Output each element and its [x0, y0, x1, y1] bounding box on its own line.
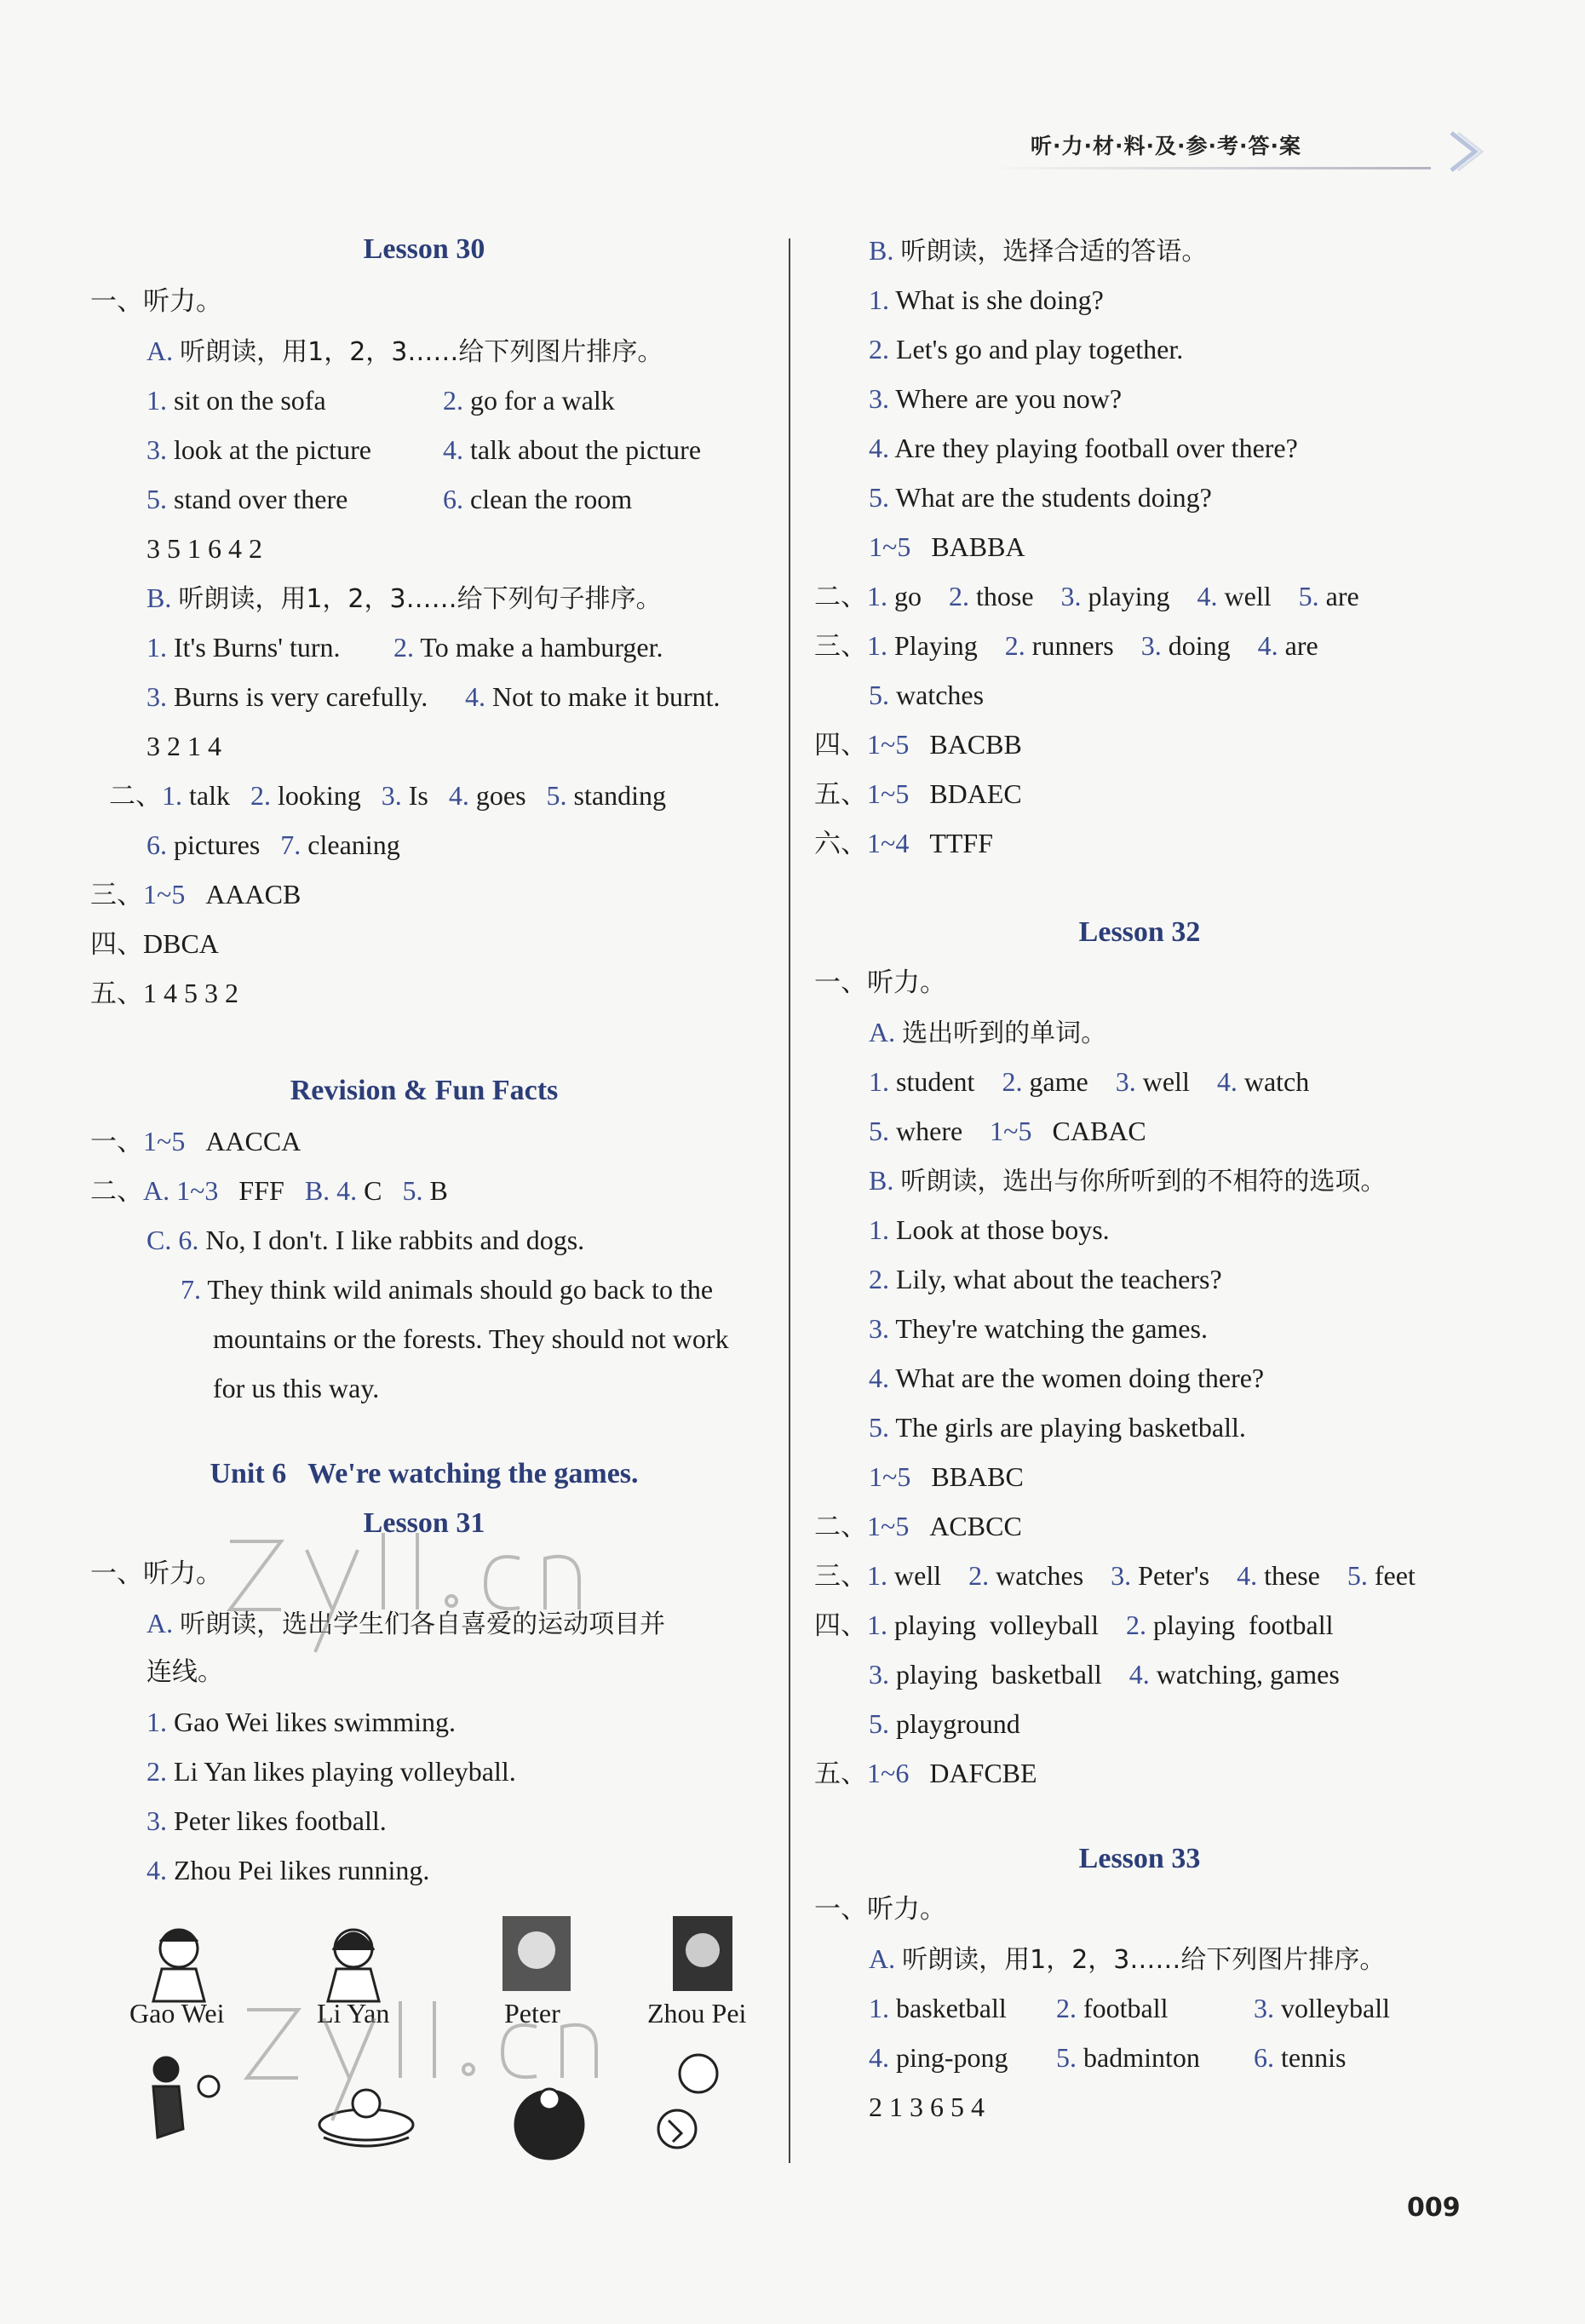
student-name: Zhou Pei — [647, 1998, 747, 2028]
chevron-right-icon — [1444, 126, 1485, 177]
list-item: 2. Li Yan likes playing volleyball. — [146, 1756, 516, 1787]
list-item: 6. clean the room — [443, 484, 633, 514]
part-a-words: 1. student 2. game 3. well 4. watch — [869, 1066, 1310, 1097]
boy-figure-icon — [153, 1930, 204, 2001]
part-a-instruction: A. 听朗读，选出学生们各自喜爱的运动项目并 — [146, 1608, 666, 1639]
part-b-instruction: B. 听朗读，选择合适的答语。 — [869, 235, 1208, 267]
revision-part-c-7: 7. They think wild animals should go back to the — [181, 1274, 714, 1305]
football-player-icon — [658, 2055, 717, 2148]
student-name: Gao Wei — [129, 1998, 225, 2028]
section-3-answers: 三、1. Playing 2. runners 3. doing 4. are — [814, 630, 1318, 662]
section-1-heading: 一、听力。 — [90, 1558, 222, 1589]
section-5-answers: 五、1~6 DAFCBE — [814, 1758, 1037, 1789]
volleyball-player-icon — [153, 2057, 219, 2138]
running-header: 听·力·材·料·及·参·考·答·案 — [1031, 134, 1301, 158]
section-1-heading: 一、听力。 — [814, 1894, 946, 1925]
section-4-answers-cont: 5. playground — [869, 1708, 1020, 1739]
list-item: 1. Gao Wei likes swimming. — [146, 1707, 457, 1737]
list-item: 1. sit on the sofa — [146, 385, 326, 416]
list-item: 6. tennis — [1254, 2042, 1347, 2073]
revision-part-c-7-line3: for us this way. — [213, 1373, 380, 1403]
list-item: 3. Peter likes football. — [146, 1805, 387, 1836]
list-item: 1. What is she doing? — [869, 284, 1104, 315]
part-b-instruction: B. 听朗读，用1，2，3……给下列句子排序。 — [146, 582, 662, 614]
list-item: 2. To make a hamburger. — [393, 632, 663, 663]
list-item: 2. go for a walk — [443, 385, 615, 416]
swimmer-icon — [319, 2090, 413, 2146]
section-4-answers: 四、1~5 BACBB — [814, 729, 1022, 760]
answer-text: 2 1 3 6 5 4 — [869, 2092, 985, 2122]
part-a-instruction-cont: 连线。 — [146, 1657, 223, 1687]
page-number: 009 — [1407, 2193, 1461, 2223]
revision-part-c-6: C. 6. No, I don't. I like rabbits and dogs. — [146, 1225, 585, 1255]
revision-section-2: 二、A. 1~3 FFF B. 4. C 5. B — [90, 1175, 448, 1207]
list-item: 3. look at the picture — [146, 434, 371, 465]
list-item: 5. badminton — [1056, 2042, 1200, 2073]
list-item: 3. volleyball — [1254, 1993, 1390, 2023]
header-rule — [988, 167, 1431, 169]
answer-text: 3 2 1 4 — [146, 731, 221, 761]
section-3-answers: 三、1. well 2. watches 3. Peter's 4. these 5. feet — [814, 1560, 1416, 1592]
student-name: Peter — [504, 1998, 560, 2028]
section-3-answers-cont: 5. watches — [869, 680, 985, 710]
list-item: 4. Zhou Pei likes running. — [146, 1855, 430, 1885]
section-3-answers: 三、1~5 AAACB — [90, 879, 301, 910]
section-5-answers: 五、1 4 5 3 2 — [90, 978, 238, 1009]
section-1-heading: 一、听力。 — [814, 967, 946, 998]
section-1-heading: 一、听力。 — [90, 286, 222, 317]
student-name: Li Yan — [317, 1998, 390, 2028]
section-2-answers-cont: 6. pictures 7. cleaning — [146, 829, 400, 860]
list-item: 1. basketball — [869, 1993, 1007, 2023]
section-2-answers: 二、1. talk 2. looking 3. Is 4. goes 5. standing — [109, 780, 666, 812]
list-item: 4. talk about the picture — [443, 434, 702, 465]
list-item: 5. What are the students doing? — [869, 482, 1212, 513]
answer-text: 1~5 BBABC — [869, 1461, 1024, 1492]
section-6-answers: 六、1~4 TTFF — [814, 828, 993, 859]
list-item: 4. Are they playing football over there? — [869, 433, 1298, 463]
list-item: 3. Burns is very carefully. — [146, 681, 428, 712]
section-2-answers: 二、1. go 2. those 3. playing 4. well 5. are — [814, 581, 1359, 612]
matching-illustration — [119, 1916, 767, 2163]
list-item: 5. stand over there — [146, 484, 348, 514]
part-a-words-cont: 5. where 1~5 CABAC — [869, 1116, 1146, 1146]
list-item: 1. Look at those boys. — [869, 1214, 1110, 1245]
unit-6-title: Unit 6 We're watching the games. — [210, 1458, 639, 1489]
revision-section-1: 一、1~5 AACCA — [90, 1126, 301, 1157]
section-4-answers: 四、DBCA — [90, 928, 219, 960]
answer-text: 1~5 BABBA — [869, 531, 1025, 562]
section-4-answers-cont: 3. playing basketball 4. watching, games — [869, 1659, 1340, 1690]
revision-title: Revision & Fun Facts — [290, 1075, 559, 1106]
part-a-instruction: A. 听朗读，用1，2，3……给下列图片排序。 — [146, 336, 663, 367]
list-item: 2. football — [1056, 1993, 1169, 2023]
part-a-instruction: A. 选出听到的单词。 — [869, 1017, 1107, 1048]
list-item: 1. It's Burns' turn. — [146, 632, 341, 663]
list-item: 3. Where are you now? — [869, 383, 1123, 414]
lesson-30-title: Lesson 30 — [363, 233, 485, 265]
girl-figure-icon — [328, 1930, 379, 2001]
section-2-answers: 二、1~5 ACBCC — [814, 1511, 1022, 1542]
lesson-33-title: Lesson 33 — [1078, 1843, 1201, 1874]
lesson-31-title: Lesson 31 — [363, 1507, 485, 1539]
part-a-instruction: A. 听朗读，用1，2，3……给下列图片排序。 — [869, 1943, 1386, 1975]
lesson-32-title: Lesson 32 — [1078, 916, 1201, 948]
list-item: 5. The girls are playing basketball. — [869, 1412, 1246, 1443]
section-4-answers: 四、1. playing volleyball 2. playing football — [814, 1610, 1334, 1641]
revision-part-c-7-line2: mountains or the forests. They should not work — [213, 1323, 729, 1354]
list-item: 4. What are the women doing there? — [869, 1363, 1265, 1393]
section-5-answers: 五、1~5 BDAEC — [814, 778, 1022, 810]
list-item: 2. Let's go and play together. — [869, 334, 1184, 364]
list-item: 4. Not to make it burnt. — [465, 681, 721, 712]
list-item: 3. They're watching the games. — [869, 1313, 1208, 1344]
list-item: 2. Lily, what about the teachers? — [869, 1264, 1222, 1294]
list-item: 4. ping-pong — [869, 2042, 1008, 2073]
runner-icon — [515, 2089, 583, 2159]
answer-text: 3 5 1 6 4 2 — [146, 533, 262, 564]
part-b-instruction: B. 听朗读，选出与你所听到的不相符的选项。 — [869, 1165, 1387, 1196]
